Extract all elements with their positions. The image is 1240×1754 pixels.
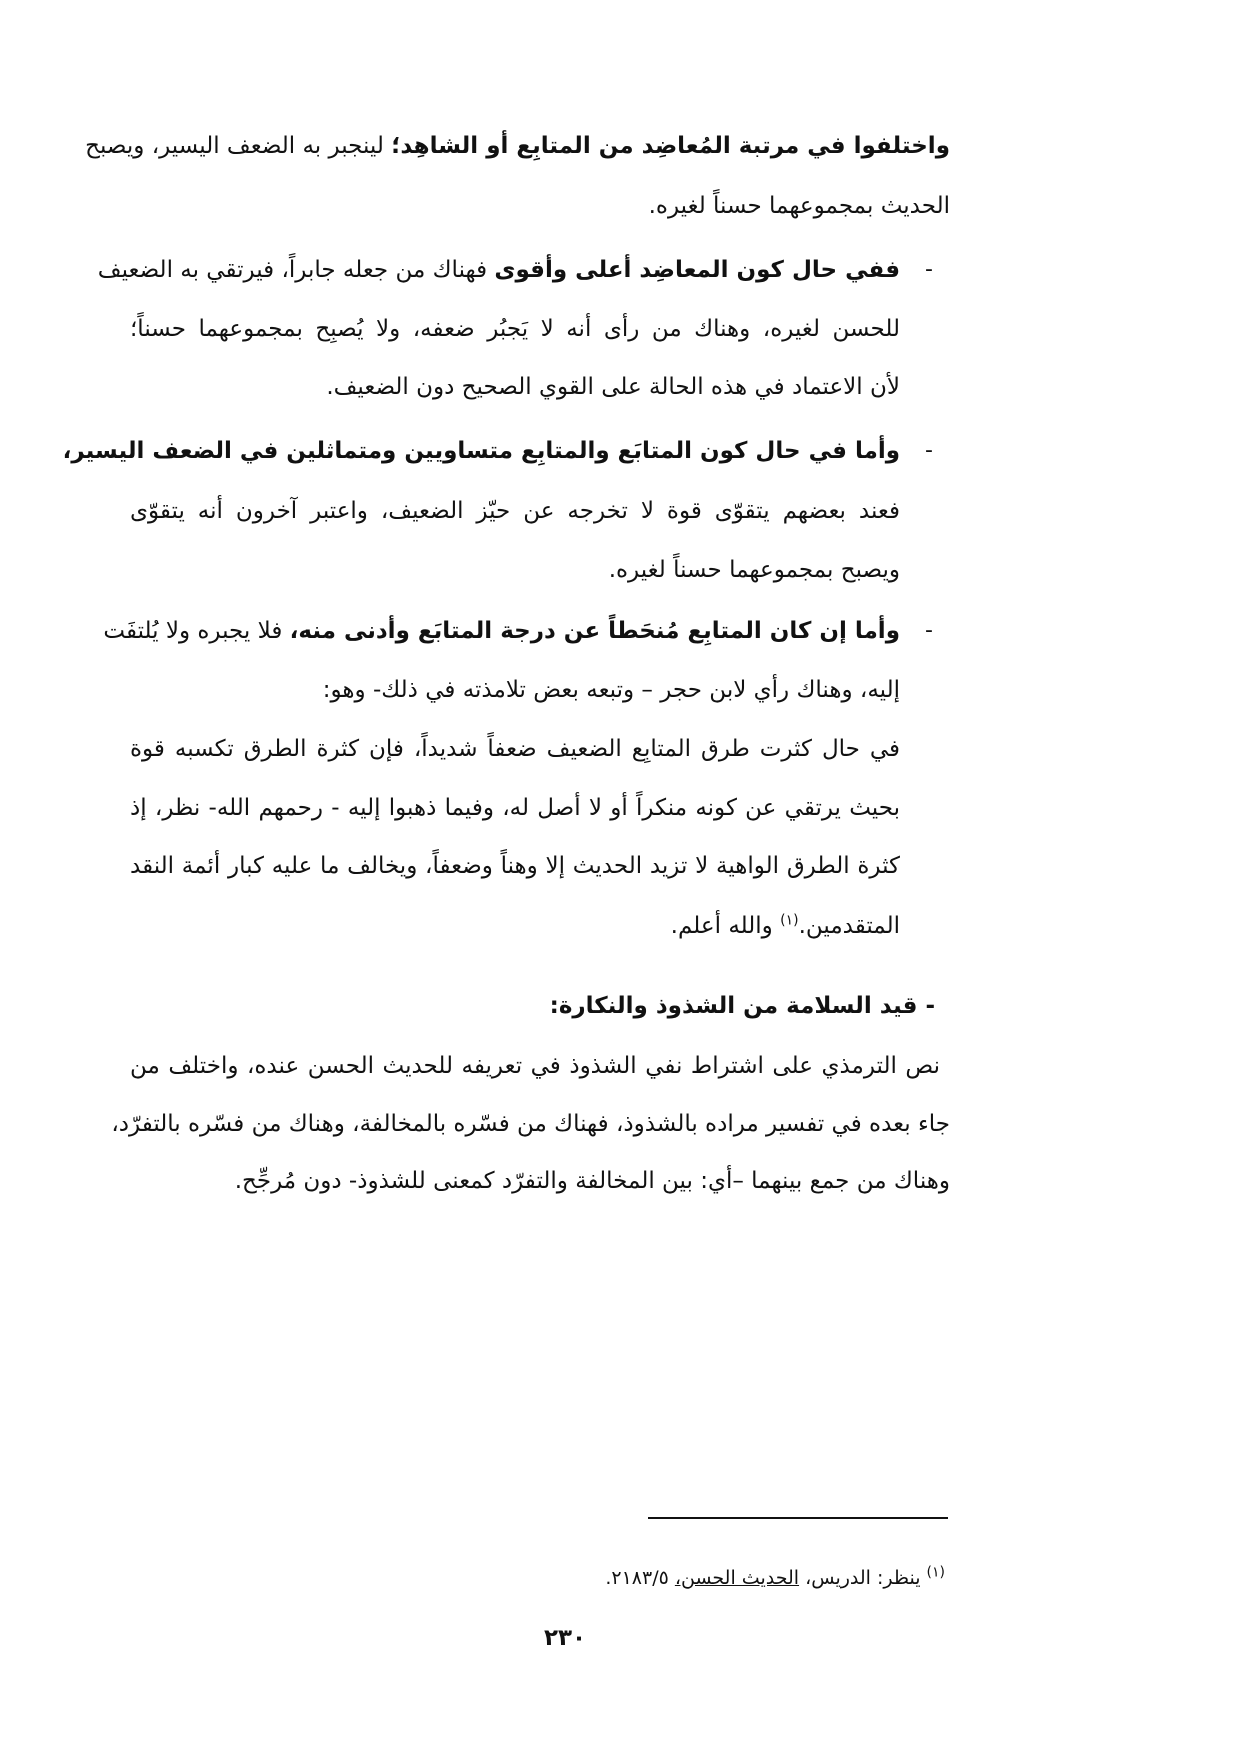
bullet-1-marker: - [925, 257, 933, 282]
bullet-3-marker: - [925, 618, 933, 643]
bullet-1-bold: ففي حال كون المعاضِد أعلى وأقوى [494, 257, 900, 283]
paragraph-2-line-1: في حال كثرت طرق المتابِع الضعيف ضعفاً شديداً، فإن كثرة الطرق تكسبه قوة [130, 736, 900, 762]
paragraph-2-closing-phrase: والله أعلم. [670, 913, 781, 939]
footnote-divider [648, 1517, 948, 1519]
bullet-3-bold: وأما إن كان المتابِع مُنحَطاً عن درجة المتابَع وأدنى منه، [289, 618, 900, 644]
intro-line-1 [85, 130, 950, 162]
paragraph-3-line-1: نص الترمذي على اشتراط نفي الشذوذ في تعريفه للحديث الحسن عنده، واختلف من [130, 1053, 940, 1079]
paragraph-2-line-3: كثرة الطرق الواهية لا تزيد الحديث إلا وهناً وضعفاً، ويخالف ما عليه كبار أئمة النقد [130, 853, 900, 879]
paragraph-2-line-4 [671, 910, 900, 942]
footnote-prefix: ينظر: الدريس، [799, 1567, 927, 1589]
paragraph-3-line-2: جاء بعده في تفسير مراده بالشذوذ، فهناك من فسّره بالمخالفة، وهناك من فسّره بالتفرّد، [111, 1111, 950, 1137]
bullet-2-line-3: ويصبح بمجموعهما حسناً لغيره. [608, 557, 900, 583]
footnote-marker: (١) [926, 1564, 945, 1581]
footnote-suffix: ٢١٨٣/٥. [605, 1567, 675, 1589]
page-number: ٢٣٠ [543, 1625, 587, 1651]
section-heading: - قيد السلامة من الشذوذ والنكارة: [549, 993, 935, 1019]
paragraph-3-line-3: وهناك من جمع بينهما –أي: بين المخالفة والتفرّد كمعنى للشذوذ- دون مُرجِّح. [234, 1168, 950, 1194]
bullet-3-line-1 [103, 615, 900, 647]
bullet-1-line-2: للحسن لغيره، وهناك من رأى أنه لا يَجبُر ضعفه، ولا يُصبِح بمجموعهما حسناً؛ [130, 316, 900, 342]
bullet-1-line-1 [97, 254, 900, 286]
paragraph-2-line-2: بحيث يرتقي عن كونه منكراً أو لا أصل له، وفيما ذهبوا إليه - رحمهم الله- نظر، إذ [130, 795, 900, 821]
bullet-2-line-1: وأما في حال كون المتابَع والمتابِع متساويين ومتماثلين في الضعف اليسير، [62, 438, 900, 464]
bullet-1-rest: فهناك من جعله جابراً، فيرتقي به الضعيف [97, 257, 495, 283]
bullet-3-rest: فلا يجبره ولا يُلتفَت [103, 618, 290, 644]
intro-rest: لينجبر به الضعف اليسير، ويصبح [85, 133, 392, 159]
bullet-3-line-2: إليه، وهناك رأي لابن حجر – وتبعه بعض تلامذته في ذلك- وهو: [322, 677, 900, 703]
bullet-2-line-2: فعند بعضهم يتقوّى قوة لا تخرجه عن حيّز الضعيف، واعتبر آخرون أنه يتقوّى [130, 498, 900, 524]
footnote [605, 1564, 945, 1592]
paragraph-2-closing-word: المتقدمين. [798, 913, 900, 939]
footnote-reference-mark[interactable]: (١) [780, 912, 799, 929]
bullet-2-marker: - [925, 438, 933, 463]
intro-line-2: الحديث بمجموعهما حسناً لغيره. [648, 193, 950, 219]
footnote-source-title: الحديث الحسن، [674, 1567, 800, 1589]
intro-bold-phrase: واختلفوا في مرتبة المُعاضِد من المتابِع أو الشاهِد؛ [391, 133, 950, 159]
bullet-1-line-3: لأن الاعتماد في هذه الحالة على القوي الصحيح دون الضعيف. [326, 374, 900, 400]
